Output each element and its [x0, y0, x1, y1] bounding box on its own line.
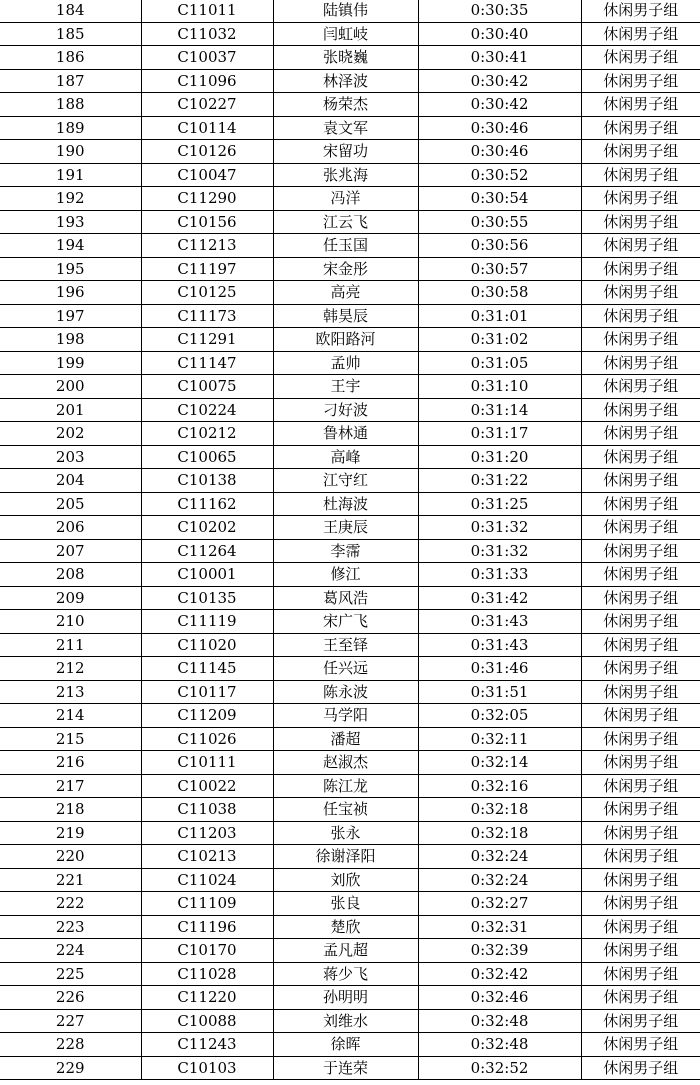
athlete-name-cell: 徐谢泽阳 [273, 845, 418, 869]
bib-number-cell: C11109 [141, 892, 273, 916]
athlete-name-cell: 于连荣 [273, 1056, 418, 1080]
athlete-name-cell: 陈江龙 [273, 774, 418, 798]
athlete-name-cell: 高峰 [273, 445, 418, 469]
table-row [0, 257, 700, 281]
finish-time-cell: 0:32:31 [418, 915, 581, 939]
group-cell: 休闲男子组 [581, 915, 700, 939]
group-cell: 休闲男子组 [581, 868, 700, 892]
rank-cell: 218 [0, 798, 141, 822]
finish-time-cell: 0:31:05 [418, 351, 581, 375]
table-row [0, 845, 700, 869]
athlete-name-cell: 宋留功 [273, 140, 418, 164]
bib-number-cell: C10202 [141, 516, 273, 540]
bib-number-cell: C10075 [141, 375, 273, 399]
finish-time-cell: 0:31:20 [418, 445, 581, 469]
rank-cell: 209 [0, 586, 141, 610]
rank-cell: 194 [0, 234, 141, 258]
bib-number-cell: C10117 [141, 680, 273, 704]
group-cell: 休闲男子组 [581, 1009, 700, 1033]
bib-number-cell: C10135 [141, 586, 273, 610]
table-row [0, 116, 700, 140]
finish-time-cell: 0:31:10 [418, 375, 581, 399]
athlete-name-cell: 欧阳路河 [273, 328, 418, 352]
athlete-name-cell: 江云飞 [273, 210, 418, 234]
bib-number-cell: C11197 [141, 257, 273, 281]
group-cell: 休闲男子组 [581, 939, 700, 963]
table-row [0, 868, 700, 892]
finish-time-cell: 0:32:18 [418, 821, 581, 845]
athlete-name-cell: 潘超 [273, 727, 418, 751]
table-row [0, 492, 700, 516]
rank-cell: 187 [0, 69, 141, 93]
bib-number-cell: C10125 [141, 281, 273, 305]
group-cell: 休闲男子组 [581, 281, 700, 305]
group-cell: 休闲男子组 [581, 187, 700, 211]
group-cell: 休闲男子组 [581, 398, 700, 422]
bib-number-cell: C11220 [141, 986, 273, 1010]
athlete-name-cell: 张良 [273, 892, 418, 916]
rank-cell: 208 [0, 563, 141, 587]
bib-number-cell: C10156 [141, 210, 273, 234]
finish-time-cell: 0:31:51 [418, 680, 581, 704]
bib-number-cell: C11020 [141, 633, 273, 657]
bib-number-cell: C11147 [141, 351, 273, 375]
athlete-name-cell: 张兆海 [273, 163, 418, 187]
finish-time-cell: 0:32:24 [418, 845, 581, 869]
athlete-name-cell: 孙明明 [273, 986, 418, 1010]
group-cell: 休闲男子组 [581, 986, 700, 1010]
finish-time-cell: 0:30:52 [418, 163, 581, 187]
table-row [0, 22, 700, 46]
table-row [0, 1056, 700, 1080]
group-cell: 休闲男子组 [581, 140, 700, 164]
group-cell: 休闲男子组 [581, 610, 700, 634]
athlete-name-cell: 鲁林通 [273, 422, 418, 446]
athlete-name-cell: 葛风浩 [273, 586, 418, 610]
rank-cell: 184 [0, 0, 141, 22]
finish-time-cell: 0:30:42 [418, 93, 581, 117]
finish-time-cell: 0:31:32 [418, 539, 581, 563]
bib-number-cell: C10212 [141, 422, 273, 446]
rank-cell: 220 [0, 845, 141, 869]
athlete-name-cell: 杨荣杰 [273, 93, 418, 117]
group-cell: 休闲男子组 [581, 704, 700, 728]
table-row [0, 375, 700, 399]
athlete-name-cell: 高亮 [273, 281, 418, 305]
finish-time-cell: 0:31:22 [418, 469, 581, 493]
rank-cell: 219 [0, 821, 141, 845]
athlete-name-cell: 任宝祯 [273, 798, 418, 822]
rank-cell: 210 [0, 610, 141, 634]
table-row [0, 140, 700, 164]
rank-cell: 189 [0, 116, 141, 140]
athlete-name-cell: 李霈 [273, 539, 418, 563]
bib-number-cell: C11162 [141, 492, 273, 516]
rank-cell: 225 [0, 962, 141, 986]
athlete-name-cell: 张晓巍 [273, 46, 418, 70]
group-cell: 休闲男子组 [581, 257, 700, 281]
rank-cell: 217 [0, 774, 141, 798]
group-cell: 休闲男子组 [581, 1033, 700, 1057]
finish-time-cell: 0:32:48 [418, 1033, 581, 1057]
bib-number-cell: C11203 [141, 821, 273, 845]
finish-time-cell: 0:30:40 [418, 22, 581, 46]
group-cell: 休闲男子组 [581, 304, 700, 328]
group-cell: 休闲男子组 [581, 962, 700, 986]
bib-number-cell: C10022 [141, 774, 273, 798]
athlete-name-cell: 王庚辰 [273, 516, 418, 540]
athlete-name-cell: 闫虹岐 [273, 22, 418, 46]
rank-cell: 212 [0, 657, 141, 681]
rank-cell: 211 [0, 633, 141, 657]
rank-cell: 186 [0, 46, 141, 70]
finish-time-cell: 0:31:02 [418, 328, 581, 352]
athlete-name-cell: 陆镇伟 [273, 0, 418, 22]
bib-number-cell: C10126 [141, 140, 273, 164]
finish-time-cell: 0:32:48 [418, 1009, 581, 1033]
rank-cell: 203 [0, 445, 141, 469]
group-cell: 休闲男子组 [581, 492, 700, 516]
athlete-name-cell: 孟帅 [273, 351, 418, 375]
group-cell: 休闲男子组 [581, 69, 700, 93]
athlete-name-cell: 冯洋 [273, 187, 418, 211]
athlete-name-cell: 刘维水 [273, 1009, 418, 1033]
bib-number-cell: C10138 [141, 469, 273, 493]
finish-time-cell: 0:31:46 [418, 657, 581, 681]
rank-cell: 185 [0, 22, 141, 46]
athlete-name-cell: 王至铎 [273, 633, 418, 657]
finish-time-cell: 0:30:56 [418, 234, 581, 258]
finish-time-cell: 0:31:42 [418, 586, 581, 610]
rank-cell: 221 [0, 868, 141, 892]
table-row [0, 187, 700, 211]
rank-cell: 192 [0, 187, 141, 211]
athlete-name-cell: 任玉国 [273, 234, 418, 258]
bib-number-cell: C11243 [141, 1033, 273, 1057]
athlete-name-cell: 杜海波 [273, 492, 418, 516]
group-cell: 休闲男子组 [581, 586, 700, 610]
group-cell: 休闲男子组 [581, 751, 700, 775]
athlete-name-cell: 王宇 [273, 375, 418, 399]
table-row [0, 69, 700, 93]
table-row [0, 798, 700, 822]
rank-cell: 200 [0, 375, 141, 399]
bib-number-cell: C10065 [141, 445, 273, 469]
rank-cell: 224 [0, 939, 141, 963]
group-cell: 休闲男子组 [581, 351, 700, 375]
rank-cell: 207 [0, 539, 141, 563]
athlete-name-cell: 徐晖 [273, 1033, 418, 1057]
table-row [0, 398, 700, 422]
group-cell: 休闲男子组 [581, 375, 700, 399]
finish-time-cell: 0:32:11 [418, 727, 581, 751]
table-row [0, 304, 700, 328]
athlete-name-cell: 江守红 [273, 469, 418, 493]
athlete-name-cell: 蒋少飞 [273, 962, 418, 986]
group-cell: 休闲男子组 [581, 234, 700, 258]
rank-cell: 202 [0, 422, 141, 446]
group-cell: 休闲男子组 [581, 1056, 700, 1080]
table-row [0, 210, 700, 234]
rank-cell: 191 [0, 163, 141, 187]
bib-number-cell: C11024 [141, 868, 273, 892]
bib-number-cell: C11196 [141, 915, 273, 939]
group-cell: 休闲男子组 [581, 798, 700, 822]
bib-number-cell: C11145 [141, 657, 273, 681]
group-cell: 休闲男子组 [581, 22, 700, 46]
athlete-name-cell: 宋金彤 [273, 257, 418, 281]
finish-time-cell: 0:32:24 [418, 868, 581, 892]
group-cell: 休闲男子组 [581, 163, 700, 187]
finish-time-cell: 0:31:33 [418, 563, 581, 587]
bib-number-cell: C11032 [141, 22, 273, 46]
rank-cell: 215 [0, 727, 141, 751]
rank-cell: 226 [0, 986, 141, 1010]
bib-number-cell: C11011 [141, 0, 273, 22]
group-cell: 休闲男子组 [581, 0, 700, 22]
finish-time-cell: 0:31:32 [418, 516, 581, 540]
table-row [0, 586, 700, 610]
rank-cell: 195 [0, 257, 141, 281]
bib-number-cell: C11291 [141, 328, 273, 352]
table-row [0, 539, 700, 563]
finish-time-cell: 0:30:35 [418, 0, 581, 22]
athlete-name-cell: 马学阳 [273, 704, 418, 728]
athlete-name-cell: 陈永波 [273, 680, 418, 704]
athlete-name-cell: 宋广飞 [273, 610, 418, 634]
table-row [0, 821, 700, 845]
group-cell: 休闲男子组 [581, 445, 700, 469]
athlete-name-cell: 赵淑杰 [273, 751, 418, 775]
table-row [0, 727, 700, 751]
athlete-name-cell: 孟凡超 [273, 939, 418, 963]
athlete-name-cell: 任兴远 [273, 657, 418, 681]
table-row [0, 657, 700, 681]
finish-time-cell: 0:31:01 [418, 304, 581, 328]
group-cell: 休闲男子组 [581, 633, 700, 657]
group-cell: 休闲男子组 [581, 657, 700, 681]
finish-time-cell: 0:32:52 [418, 1056, 581, 1080]
rank-cell: 229 [0, 1056, 141, 1080]
table-row [0, 633, 700, 657]
rank-cell: 188 [0, 93, 141, 117]
rank-cell: 213 [0, 680, 141, 704]
rank-cell: 216 [0, 751, 141, 775]
bib-number-cell: C11119 [141, 610, 273, 634]
rank-cell: 199 [0, 351, 141, 375]
table-row [0, 516, 700, 540]
bib-number-cell: C10047 [141, 163, 273, 187]
finish-time-cell: 0:31:25 [418, 492, 581, 516]
table-row [0, 93, 700, 117]
table-row [0, 962, 700, 986]
bib-number-cell: C10224 [141, 398, 273, 422]
finish-time-cell: 0:32:18 [418, 798, 581, 822]
finish-time-cell: 0:31:17 [418, 422, 581, 446]
athlete-name-cell: 修江 [273, 563, 418, 587]
bib-number-cell: C10170 [141, 939, 273, 963]
group-cell: 休闲男子组 [581, 821, 700, 845]
bib-number-cell: C11038 [141, 798, 273, 822]
group-cell: 休闲男子组 [581, 116, 700, 140]
table-row [0, 328, 700, 352]
table-row [0, 892, 700, 916]
athlete-name-cell: 林泽波 [273, 69, 418, 93]
rank-cell: 190 [0, 140, 141, 164]
bib-number-cell: C11213 [141, 234, 273, 258]
group-cell: 休闲男子组 [581, 563, 700, 587]
table-row [0, 610, 700, 634]
finish-time-cell: 0:30:41 [418, 46, 581, 70]
rank-cell: 205 [0, 492, 141, 516]
athlete-name-cell: 张永 [273, 821, 418, 845]
finish-time-cell: 0:31:43 [418, 633, 581, 657]
table-row [0, 915, 700, 939]
bib-number-cell: C11096 [141, 69, 273, 93]
finish-time-cell: 0:30:54 [418, 187, 581, 211]
group-cell: 休闲男子组 [581, 727, 700, 751]
bib-number-cell: C10088 [141, 1009, 273, 1033]
finish-time-cell: 0:30:55 [418, 210, 581, 234]
bib-number-cell: C11264 [141, 539, 273, 563]
table-row [0, 1009, 700, 1033]
finish-time-cell: 0:30:46 [418, 140, 581, 164]
bib-number-cell: C10001 [141, 563, 273, 587]
rank-cell: 198 [0, 328, 141, 352]
table-row [0, 281, 700, 305]
group-cell: 休闲男子组 [581, 469, 700, 493]
athlete-name-cell: 刘欣 [273, 868, 418, 892]
table-row [0, 680, 700, 704]
finish-time-cell: 0:32:05 [418, 704, 581, 728]
table-row [0, 939, 700, 963]
bib-number-cell: C10037 [141, 46, 273, 70]
group-cell: 休闲男子组 [581, 774, 700, 798]
finish-time-cell: 0:30:57 [418, 257, 581, 281]
rank-cell: 206 [0, 516, 141, 540]
table-row [0, 46, 700, 70]
table-row [0, 751, 700, 775]
table-row [0, 986, 700, 1010]
finish-time-cell: 0:31:43 [418, 610, 581, 634]
athlete-name-cell: 楚欣 [273, 915, 418, 939]
table-row [0, 163, 700, 187]
group-cell: 休闲男子组 [581, 892, 700, 916]
group-cell: 休闲男子组 [581, 328, 700, 352]
rank-cell: 196 [0, 281, 141, 305]
group-cell: 休闲男子组 [581, 680, 700, 704]
group-cell: 休闲男子组 [581, 422, 700, 446]
bib-number-cell: C11173 [141, 304, 273, 328]
table-row [0, 422, 700, 446]
table-row [0, 469, 700, 493]
finish-time-cell: 0:32:39 [418, 939, 581, 963]
table-row [0, 563, 700, 587]
finish-time-cell: 0:32:27 [418, 892, 581, 916]
bib-number-cell: C11290 [141, 187, 273, 211]
bib-number-cell: C10114 [141, 116, 273, 140]
rank-cell: 193 [0, 210, 141, 234]
finish-time-cell: 0:32:14 [418, 751, 581, 775]
finish-time-cell: 0:32:46 [418, 986, 581, 1010]
group-cell: 休闲男子组 [581, 46, 700, 70]
group-cell: 休闲男子组 [581, 516, 700, 540]
table-row [0, 234, 700, 258]
athlete-name-cell: 袁文军 [273, 116, 418, 140]
finish-time-cell: 0:30:58 [418, 281, 581, 305]
table-row [0, 774, 700, 798]
group-cell: 休闲男子组 [581, 539, 700, 563]
table-row [0, 1033, 700, 1057]
finish-time-cell: 0:31:14 [418, 398, 581, 422]
table-row [0, 704, 700, 728]
group-cell: 休闲男子组 [581, 845, 700, 869]
bib-number-cell: C10103 [141, 1056, 273, 1080]
table-row [0, 0, 700, 22]
bib-number-cell: C10111 [141, 751, 273, 775]
bib-number-cell: C11028 [141, 962, 273, 986]
bib-number-cell: C10213 [141, 845, 273, 869]
rank-cell: 227 [0, 1009, 141, 1033]
finish-time-cell: 0:32:16 [418, 774, 581, 798]
rank-cell: 222 [0, 892, 141, 916]
bib-number-cell: C11026 [141, 727, 273, 751]
athlete-name-cell: 韩昊辰 [273, 304, 418, 328]
group-cell: 休闲男子组 [581, 93, 700, 117]
bib-number-cell: C10227 [141, 93, 273, 117]
finish-time-cell: 0:32:42 [418, 962, 581, 986]
table-row [0, 351, 700, 375]
rank-cell: 214 [0, 704, 141, 728]
rank-cell: 223 [0, 915, 141, 939]
finish-time-cell: 0:30:46 [418, 116, 581, 140]
rank-cell: 197 [0, 304, 141, 328]
rank-cell: 201 [0, 398, 141, 422]
group-cell: 休闲男子组 [581, 210, 700, 234]
rank-cell: 204 [0, 469, 141, 493]
rank-cell: 228 [0, 1033, 141, 1057]
bib-number-cell: C11209 [141, 704, 273, 728]
table-row [0, 445, 700, 469]
athlete-name-cell: 刁好波 [273, 398, 418, 422]
finish-time-cell: 0:30:42 [418, 69, 581, 93]
